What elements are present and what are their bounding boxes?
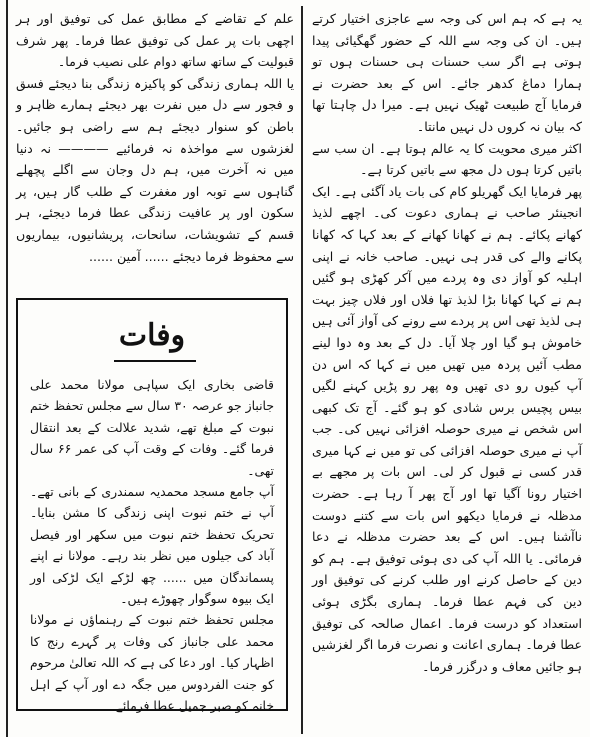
right-column [312, 8, 582, 728]
left-paragraph-2: یا اللہ ہماری زندگی کو پاکیزہ زندگی بنا دیجئے فسق و فجور سے دل میں نفرت بھر دیجئے ہمارے ظاہر و باطن کو سنوار دیجئے ہم سے راضی ہو جائیں۔ لغزشوں سے مواخذہ نہ فرمائیے ———— نہ دنیا میں نہ آخرت میں، ہم دل وجان سے اگلے پچھلے گناہوں سے توبہ اور مغفرت کے طلب گار ہیں، پر سکون اور پر عافیت زندگی عطا فرما دیجئے، ہر قسم کے تشویشات، سانحات، پریشانیوں، بیماریوں سے محفوظ فرما دیجئے ...... آمین ...... [16, 75, 294, 264]
left-column-top [16, 8, 294, 264]
obituary-paragraph-1: قاضی بخاری ایک سپاہی مولانا محمد علی جانباز جو عرصہ ۳۰ سال سے مجلس تحفظ ختم نبوت کے مبلغ تھے، شدید علالت کے بعد انتقال فرما گئے۔ وفات کے وقت آپ کی عمر ۶۶ سال تھی۔ [30, 377, 274, 478]
left-edge-rule [6, 0, 8, 737]
right-paragraph-1: یہ ہے کہ ہم اس کی وجہ سے عاجزی اختیار کرتے ہیں۔ ان کی وجہ سے اللہ کے حضور گھگیائی پیدا ہوتی ہے اگر سب حسنات ہی حسنات ہوں تو ہمارا دماغ کدھر جائے۔ اس کے بعد حضرت نے فرمایا آج طبیعت ٹھیک نہیں ہے۔ میرا دل چاہتا تھا کہ بیان نہ کروں دل نہیں مانتا۔ [312, 11, 582, 134]
obituary-paragraph-3: مجلس تحفظ ختم نبوت کے رہنماؤں نے مولانا محمد علی جانباز کی وفات پر گہرے رنج کا اظہار کیا۔ اور دعا کی ہے کہ اللہ تعالیٰ مرحوم کو جنت الفردوس میں جگہ دے اور آپ کے اہل خانہ کو صبر جمیل عطا فرمائے۔ [30, 612, 274, 714]
obituary-box [16, 298, 288, 714]
right-paragraph-3: پھر فرمایا ایک گھریلو کام کی بات یاد آگئی ہے۔ ایک انجینئر صاحب نے ہماری دعوت کی۔ اچھے لذیذ کھانے پکائے۔ ہم نے کھانا کھانے کے بعد کہا کہ کھانا پکانے والے کی قدر ہی نہیں۔ صاحب خانہ نے اپنی اہلیہ کو آواز دی وہ پردے میں آکر کھڑی ہو گئیں ہم نے کہا کھانا بڑا لذیذ تھا فلاں اور فلاں چیز بہت ہی لذیذ تھی اس پر پردے سے رونے کی آواز آئی ہیں خاموش ہو گیا اور چلا آیا۔ دل کے بعد وہ دوا لینے مطب آئیں پردہ میں تھیں میں نے کہا کہ اس دن آپ کیوں رو دی تھیں وہ پھر رو پڑیں کہنے لگیں بیس پچیس برس شادی کو ہو گئے۔ آج تک کبھی اس شخص نے میری حوصلہ افزائی نہیں کی۔ جب آپ نے میری حوصلہ افزائی کی تو میں نے کہا میری قدر کسی نے قبول کر لی۔ اس بات پر مجھے بے اختیار رونا آگیا تھا اور آج پھر آ رہا ہے۔ حضرت مدظلہ نے فرمایا دیکھو اس بات سے کتنے دوست ناآشنا ہیں۔ اس کے بعد حضرت مدظلہ نے دعا فرمائی۔ یا اللہ آپ کی دی ہوئی توفیق ہے۔ ہم کو دین کے حاصل کرنے اور طلب کرنے کی توفیق اور دین کی فہم عطا فرما۔ ہماری بگڑی ہوئی استعداد کو درست فرما۔ اعمال صالحہ کی توفیق عطا فرما۔ ہماری اعانت و نصرت فرما اگر لغزشیں ہو جائیں معاف و درگزر فرما۔ [312, 183, 582, 674]
obituary-paragraph-2: آپ جامع مسجد محمدیہ سمندری کے بانی تھے۔ آپ نے ختم نبوت اپنی زندگی کا مشن بنایا۔ تحریک تحفظ ختم نبوت میں سکھر اور فیصل آباد کی جیلوں میں نظر بند رہے۔ مولانا نے اپنے پسماندگان میں ...... چھ لڑکے ایک لڑکی اور ایک بیوہ سوگوار چھوڑے ہیں۔ [30, 484, 274, 607]
left-paragraph-1: علم کے تقاضے کے مطابق عمل کی توفیق اور ہر اچھی بات پر عمل کی توفیق عطا فرما۔ پھر شرف قبولیت کے ساتھ ساتھ دوام علی نصیب فرما۔ [16, 11, 294, 70]
column-divider [301, 6, 303, 734]
right-paragraph-2: اکثر میری محویت کا یہ عالم ہوتا ہے۔ ان سب سے باتیں کرتا ہوں دل مجھ سے باتیں کرتا ہے۔ [312, 140, 582, 178]
title-underline [114, 360, 196, 362]
obituary-text [30, 374, 274, 714]
obituary-title: وفات [118, 318, 186, 353]
